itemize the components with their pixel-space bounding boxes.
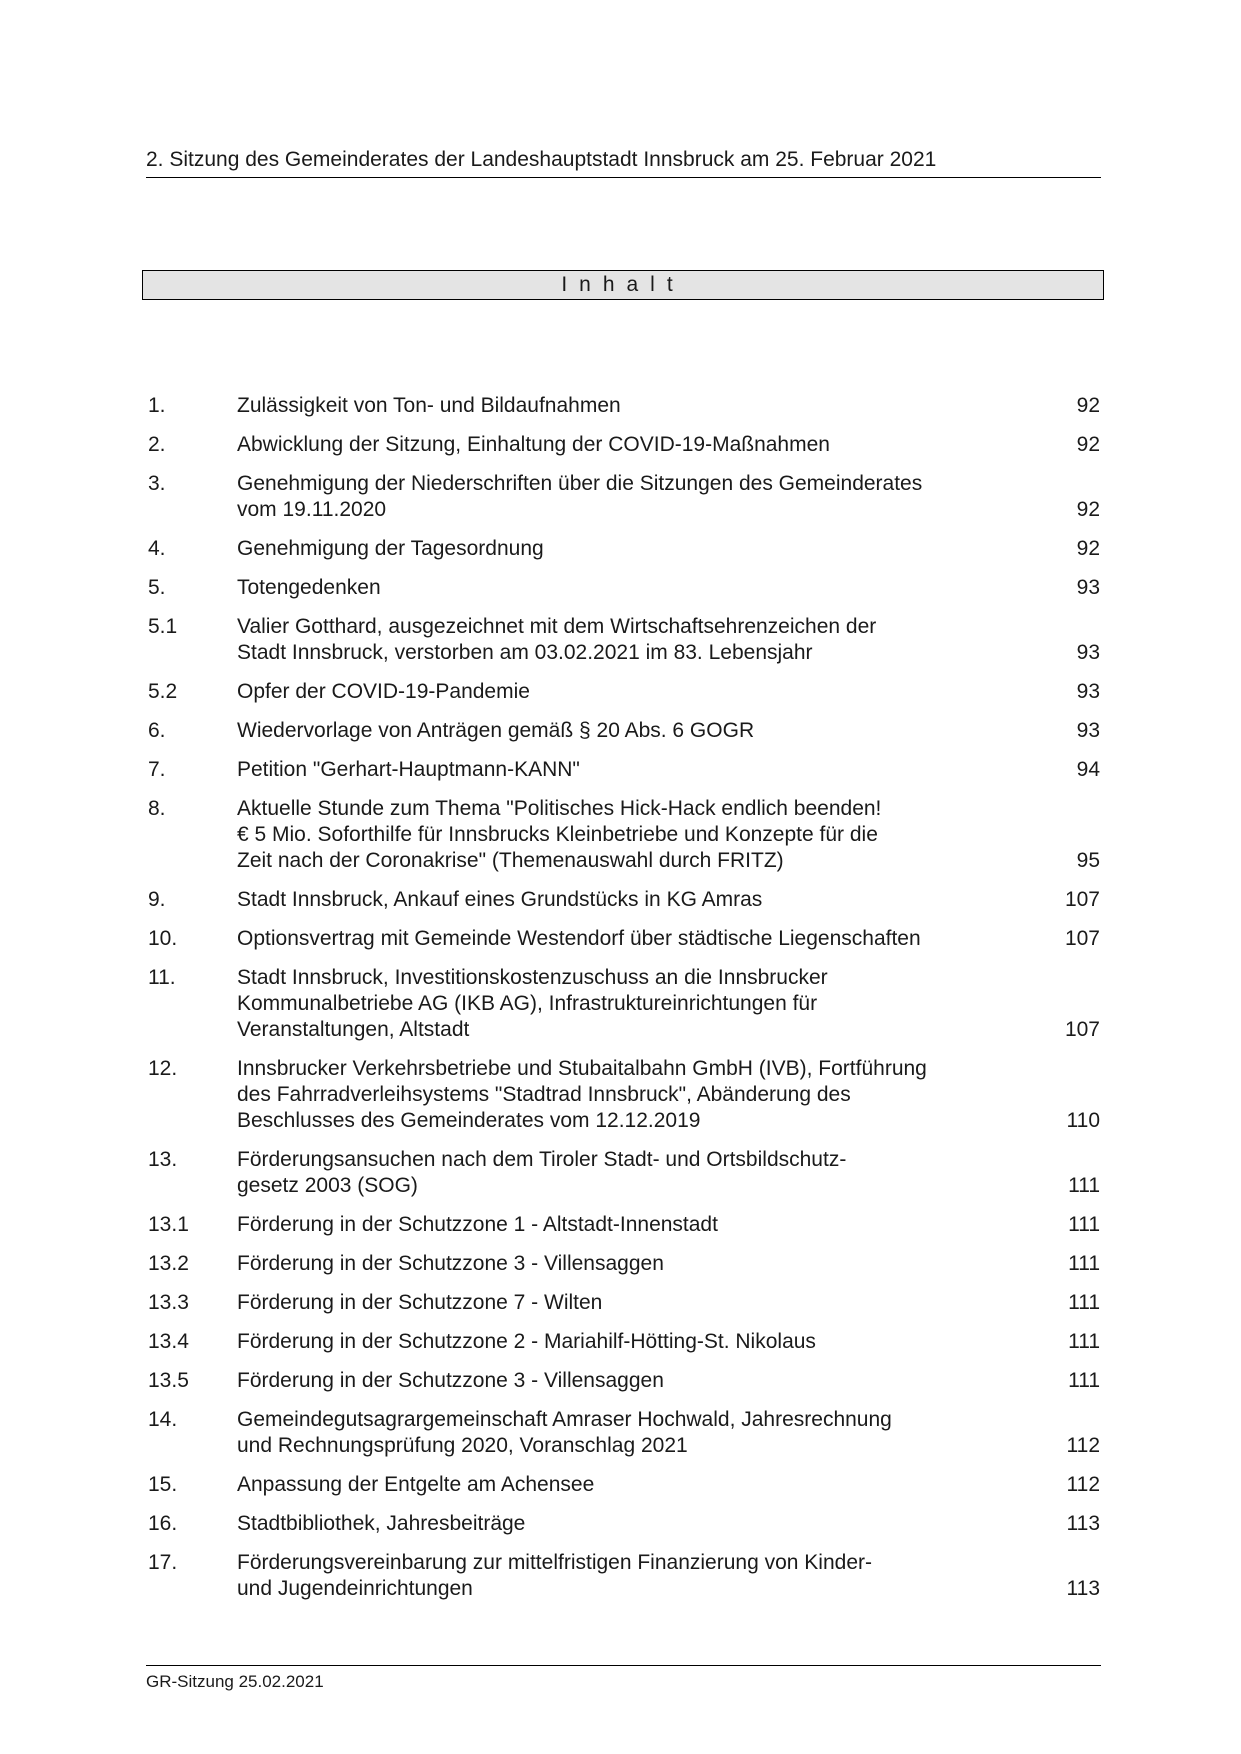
toc-entry-page: 111 <box>1068 1174 1100 1197</box>
page-header: 2. Sitzung des Gemeinderates der Landeshauptstadt Innsbruck am 25. Februar 2021 <box>146 148 1101 178</box>
toc-entry-number: 8. <box>148 797 166 820</box>
toc-entry-page: 94 <box>1076 758 1100 781</box>
toc-entry-title-line: Anpassung der Entgelte am Achensee <box>237 1473 595 1496</box>
toc-entry-title-line: Veranstaltungen, Altstadt <box>237 1018 470 1041</box>
toc-entry <box>148 536 1100 562</box>
toc-entry-number: 13. <box>148 1148 178 1171</box>
toc-entry <box>148 1056 1100 1134</box>
toc-entry <box>148 1251 1100 1277</box>
toc-entry-title-line: Förderung in der Schutzzone 3 - Villensaggen <box>237 1252 664 1275</box>
toc-entry-title-line: Stadt Innsbruck, verstorben am 03.02.2021 im 83. Lebensjahr <box>237 641 813 664</box>
toc-entry-number: 15. <box>148 1473 178 1496</box>
toc-entry-number: 10. <box>148 927 178 950</box>
toc-entry-title <box>237 1251 1027 1277</box>
toc-entry-title-line: Beschlusses des Gemeinderates vom 12.12.2019 <box>237 1109 701 1132</box>
contents-heading: Inhalt <box>142 270 1104 300</box>
toc-entry-page: 92 <box>1076 433 1100 456</box>
toc-entry-number: 13.2 <box>148 1252 189 1275</box>
toc-entry-title <box>237 1212 1027 1238</box>
toc-entry-title <box>237 1147 1027 1199</box>
toc-entry-title <box>237 1472 1027 1498</box>
toc-entry-title-line: Gemeindegutsagrargemeinschaft Amraser Hochwald, Jahresrechnung <box>237 1408 892 1431</box>
toc-entry <box>148 393 1100 419</box>
toc-entry-title-line: Opfer der COVID-19-Pandemie <box>237 680 530 703</box>
toc-entry <box>148 1472 1100 1498</box>
toc-entry-page: 92 <box>1076 498 1100 521</box>
toc-entry-title <box>237 1290 1027 1316</box>
toc-entry-title <box>237 1368 1027 1394</box>
toc-entry-title-line: Zulässigkeit von Ton- und Bildaufnahmen <box>237 394 621 417</box>
toc-entry-title-line: € 5 Mio. Soforthilfe für Innsbrucks Kleinbetriebe und Konzepte für die <box>237 823 878 846</box>
toc-entry-page: 112 <box>1066 1473 1100 1496</box>
toc-entry <box>148 575 1100 601</box>
toc-entry-number: 5.1 <box>148 615 178 638</box>
toc-entry-title-line: Stadtbibliothek, Jahresbeiträge <box>237 1512 526 1535</box>
toc-entry-page: 95 <box>1076 849 1100 872</box>
toc-entry-page: 111 <box>1068 1213 1100 1236</box>
toc-entry-page: 111 <box>1068 1291 1100 1314</box>
toc-entry-number: 13.4 <box>148 1330 189 1353</box>
toc-entry <box>148 718 1100 744</box>
toc-entry <box>148 471 1100 523</box>
toc-entry-number: 3. <box>148 472 166 495</box>
toc-entry-number: 5. <box>148 576 166 599</box>
toc-entry-title <box>237 575 1027 601</box>
toc-entry-title <box>237 1550 1027 1602</box>
toc-entry-page: 111 <box>1068 1330 1100 1353</box>
toc-entry-page: 92 <box>1076 537 1100 560</box>
toc-entry-page: 107 <box>1064 1018 1100 1041</box>
toc-entry-title-line: und Jugendeinrichtungen <box>237 1577 473 1600</box>
toc-entry <box>148 1212 1100 1238</box>
toc-entry-title-line: vom 19.11.2020 <box>237 498 387 521</box>
toc-entry-title-line: Optionsvertrag mit Gemeinde Westendorf über städtische Liegenschaften <box>237 927 921 950</box>
toc-entry-page: 112 <box>1066 1434 1100 1457</box>
toc-entry-page: 93 <box>1076 641 1100 664</box>
toc-entry-title-line: des Fahrradverleihsystems "Stadtrad Innsbruck", Abänderung des <box>237 1083 851 1106</box>
toc-entry-title <box>237 887 1027 913</box>
toc-entry-number: 2. <box>148 433 166 456</box>
toc-entry-title-line: Aktuelle Stunde zum Thema "Politisches Hick-Hack endlich beenden! <box>237 797 882 820</box>
toc-entry-title <box>237 432 1027 458</box>
toc-entry-title-line: Förderung in der Schutzzone 7 - Wilten <box>237 1291 603 1314</box>
toc-entry <box>148 887 1100 913</box>
toc-entry-title <box>237 757 1027 783</box>
toc-entry-title <box>237 536 1027 562</box>
toc-entry-page: 111 <box>1068 1369 1100 1392</box>
toc-entry-number: 13.3 <box>148 1291 189 1314</box>
toc-entry-title <box>237 796 1027 874</box>
toc-entry-title <box>237 393 1027 419</box>
toc-entry-number: 11. <box>148 966 176 989</box>
toc-entry-page: 111 <box>1068 1252 1100 1275</box>
toc-entry-title <box>237 614 1027 666</box>
toc-entry-title <box>237 471 1027 523</box>
toc-entry-number: 17. <box>148 1551 178 1574</box>
toc-entry-page: 107 <box>1064 888 1100 911</box>
toc-entry <box>148 796 1100 874</box>
toc-entry-title <box>237 1329 1027 1355</box>
toc-entry-page: 107 <box>1064 927 1100 950</box>
toc-entry-number: 13.1 <box>148 1213 189 1236</box>
toc-entry <box>148 1550 1100 1602</box>
toc-entry-page: 113 <box>1066 1512 1100 1535</box>
toc-entry-title-line: Stadt Innsbruck, Investitionskostenzuschuss an die Innsbrucker <box>237 966 828 989</box>
toc-entry-title-line: Kommunalbetriebe AG (IKB AG), Infrastruktureinrichtungen für <box>237 992 818 1015</box>
toc-entry <box>148 1147 1100 1199</box>
toc-entry <box>148 1368 1100 1394</box>
toc-entry-title-line: Förderung in der Schutzzone 3 - Villensaggen <box>237 1369 664 1392</box>
toc-entry <box>148 757 1100 783</box>
toc-entry-title-line: Förderung in der Schutzzone 1 - Altstadt-Innenstadt <box>237 1213 718 1236</box>
toc-entry-title <box>237 965 1027 1043</box>
toc-entry-title-line: Stadt Innsbruck, Ankauf eines Grundstücks in KG Amras <box>237 888 763 911</box>
toc-entry-number: 4. <box>148 537 166 560</box>
toc-entry-page: 110 <box>1066 1109 1100 1132</box>
toc-entry-page: 113 <box>1066 1577 1100 1600</box>
toc-entry-title-line: Wiedervorlage von Anträgen gemäß § 20 Abs. 6 GOGR <box>237 719 755 742</box>
toc-entry-page: 93 <box>1076 719 1100 742</box>
toc-entry <box>148 1511 1100 1537</box>
toc-entry-number: 7. <box>148 758 166 781</box>
toc-entry-page: 93 <box>1076 680 1100 703</box>
toc-entry-title-line: Totengedenken <box>237 576 381 599</box>
toc-entry-title-line: Valier Gotthard, ausgezeichnet mit dem Wirtschaftsehrenzeichen der <box>237 615 877 638</box>
toc-entry-page: 92 <box>1076 394 1100 417</box>
toc-entry-page: 93 <box>1076 576 1100 599</box>
toc-entry-title-line: gesetz 2003 (SOG) <box>237 1174 418 1197</box>
toc-entry-title <box>237 1407 1027 1459</box>
toc-entry-title <box>237 718 1027 744</box>
toc-entry <box>148 432 1100 458</box>
toc-entry-number: 14. <box>148 1408 178 1431</box>
toc-entry-number: 13.5 <box>148 1369 189 1392</box>
toc-entry-title-line: Innsbrucker Verkehrsbetriebe und Stubaitalbahn GmbH (IVB), Fortführung <box>237 1057 927 1080</box>
toc-entry <box>148 1290 1100 1316</box>
toc-entry <box>148 614 1100 666</box>
toc-entry-title-line: Förderungsansuchen nach dem Tiroler Stadt- und Ortsbildschutz- <box>237 1148 847 1171</box>
toc-entry-title-line: und Rechnungsprüfung 2020, Voranschlag 2021 <box>237 1434 688 1457</box>
toc-entry-number: 12. <box>148 1057 178 1080</box>
table-of-contents <box>148 393 1100 1615</box>
toc-entry-title-line: Förderungsvereinbarung zur mittelfristigen Finanzierung von Kinder- <box>237 1551 872 1574</box>
toc-entry-number: 16. <box>148 1512 178 1535</box>
toc-entry-number: 5.2 <box>148 680 178 703</box>
toc-entry-number: 6. <box>148 719 166 742</box>
toc-entry <box>148 965 1100 1043</box>
toc-entry-title-line: Genehmigung der Niederschriften über die Sitzungen des Gemeinderates <box>237 472 923 495</box>
toc-entry-title <box>237 1511 1027 1537</box>
toc-entry-number: 1. <box>148 394 166 417</box>
toc-entry-title-line: Förderung in der Schutzzone 2 - Mariahilf-Hötting-St. Nikolaus <box>237 1330 816 1353</box>
toc-entry-title-line: Genehmigung der Tagesordnung <box>237 537 544 560</box>
toc-entry-title <box>237 679 1027 705</box>
toc-entry <box>148 926 1100 952</box>
toc-entry <box>148 679 1100 705</box>
page-footer: GR-Sitzung 25.02.2021 <box>146 1665 1101 1692</box>
toc-entry-title <box>237 1056 1027 1134</box>
toc-entry <box>148 1407 1100 1459</box>
toc-entry <box>148 1329 1100 1355</box>
toc-entry-number: 9. <box>148 888 166 911</box>
toc-entry-title-line: Petition "Gerhart-Hauptmann-KANN" <box>237 758 580 781</box>
toc-entry-title <box>237 926 1027 952</box>
toc-entry-title-line: Abwicklung der Sitzung, Einhaltung der COVID-19-Maßnahmen <box>237 433 830 456</box>
toc-entry-title-line: Zeit nach der Coronakrise" (Themenauswahl durch FRITZ) <box>237 849 784 872</box>
